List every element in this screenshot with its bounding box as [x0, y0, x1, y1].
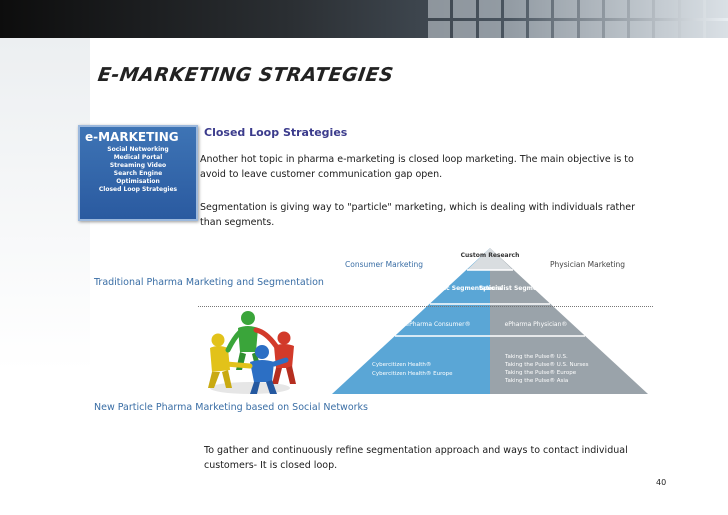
emarketing-item: Medical Portal	[113, 154, 163, 161]
pyramid-tier3-right: ePharma Physician®	[504, 321, 568, 328]
pyramid-tier4-right-4: Taking the Pulse® Asia	[505, 378, 569, 384]
banner-tiles	[428, 0, 728, 38]
pyramid-tier2-right: Specialist Segmentations	[478, 285, 566, 292]
emarketing-item: Social Networking	[107, 146, 169, 153]
emarketing-item: Streaming Video	[109, 162, 167, 169]
emarketing-box-heading: e-MARKETING	[85, 130, 179, 144]
top-banner	[0, 0, 728, 38]
emarketing-box	[78, 125, 198, 221]
people-circle-illustration	[200, 308, 300, 396]
emarketing-box-list	[80, 146, 196, 194]
paragraph-closed-loop-summary: To gather and continuously refine segmentation approach and ways to contact individual customers- It is closed loop.	[204, 445, 628, 471]
segmentation-pyramid	[330, 246, 650, 396]
pyramid-tier3-left: ePharma Consumer®	[405, 321, 471, 328]
pyramid-consumer-label: Consumer Marketing	[345, 260, 424, 269]
pyramid-tier4-right-2: Taking the Pulse® U.S. Nurses	[505, 362, 589, 368]
slide-title: E-MARKETING STRATEGIES	[96, 64, 395, 86]
paragraph-closed-loop: Another hot topic in pharma e-marketing is closed loop marketing. The main objective is to avoid to leave customer communication gap open.	[200, 154, 634, 180]
emarketing-item: Search Engine	[113, 170, 163, 177]
pyramid-physician-label: Physician Marketing	[550, 260, 626, 269]
pyramid-tier4-right-1: Taking the Pulse® U.S.	[505, 354, 568, 360]
pyramid-top-label: Custom Research	[460, 252, 520, 259]
pyramid-tier4-left-1: Cybercitizen Health®	[372, 362, 432, 368]
pyramid-tier2-left: Therapeutic Segmentations	[409, 285, 503, 292]
emarketing-item: Closed Loop Strategies	[98, 186, 178, 193]
emarketing-item: Optimisation	[116, 178, 160, 185]
caption-new-particle: New Particle Pharma Marketing based on Social Networks	[94, 402, 368, 413]
page-number: 40	[656, 478, 667, 487]
left-band	[0, 38, 90, 515]
pyramid-tier4-left-2: Cybercitizen Health® Europe	[372, 371, 453, 377]
pyramid-tier4-right-3: Taking the Pulse® Europe	[505, 370, 577, 376]
paragraph-segmentation: Segmentation is giving way to "particle" marketing, which is dealing with individuals rather than segments.	[200, 202, 636, 228]
section-heading: Closed Loop Strategies	[204, 126, 348, 139]
caption-traditional: Traditional Pharma Marketing and Segmentation	[94, 277, 324, 288]
dotted-divider	[198, 306, 653, 307]
